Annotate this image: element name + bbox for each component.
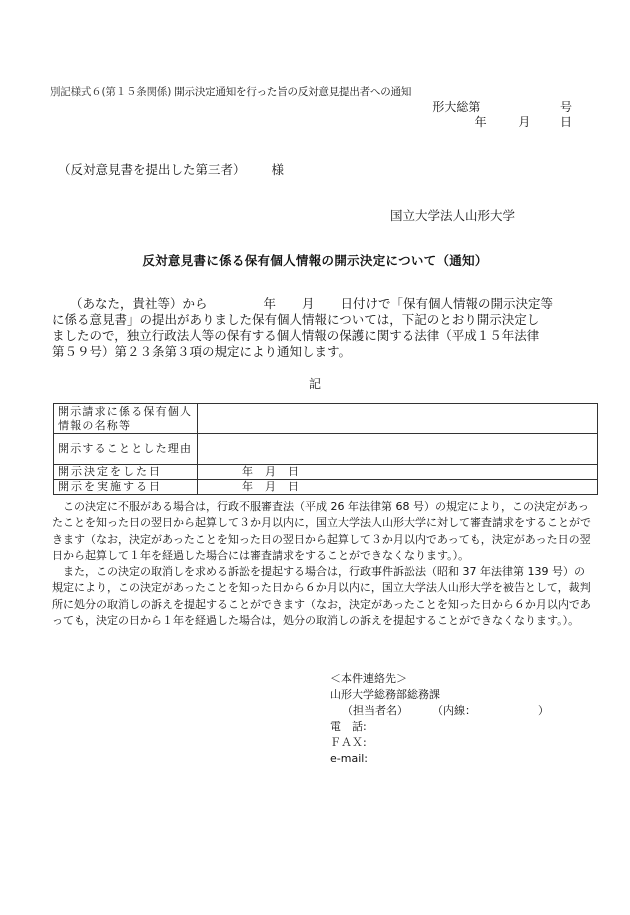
- subject-title: 反対意見書に係る保有個人情報の開示決定について（通知）: [142, 253, 488, 268]
- table-row: [54, 404, 598, 434]
- table-value-info-name: [198, 404, 598, 434]
- contact-block: [330, 671, 549, 767]
- contact-extension: （内線：: [432, 704, 476, 717]
- form-ref-number: 別記様式６(第１５条関係): [50, 86, 172, 98]
- table-value-reason: [198, 434, 598, 465]
- document-date: [475, 113, 572, 130]
- table-label-info-name: 開示請求に係る保有個人情報の名称等: [54, 404, 198, 434]
- contact-email: e-mail:: [330, 752, 369, 765]
- recipient-name: （反対意見書を提出した第三者）: [58, 162, 246, 177]
- document-date-month: 月: [518, 115, 531, 129]
- body-line-1: （あなた，貴社等）から 年 月 日付けで「保有個人情報の開示決定等: [70, 296, 554, 311]
- document-number-prefix: 形大総第: [432, 100, 481, 114]
- contact-heading: ＜本件連絡先＞: [330, 672, 407, 685]
- table-row: [54, 434, 598, 465]
- document-date-year: 年: [474, 115, 487, 129]
- ki-mark: 記: [308, 377, 321, 391]
- appeal-notice-paragraph-2: また，この決定の取消しを求める訴訟を提起する場合は，行政事件訴訟法（昭和 37 年法律第 139 号）の規定により，この決定があったことを知った日から６か月以内に，国立大学法人山形大学を被告として，裁判所に処分の取消しの訴えを提起することができます（なお，決定があったことを知った日から６か月以内であっても，決定の日から１年を経過した場合は，処分の取消しの訴えを提起することができなくなります。）。: [52, 565, 591, 628]
- contact-fax: ＦＡＸ:: [330, 736, 367, 749]
- disclosure-info-table: [53, 403, 598, 495]
- contact-phone: 電 話:: [330, 720, 367, 733]
- table-value-implementation-date: 年 月 日: [198, 480, 598, 495]
- table-label-implementation-date: 開示を実施する日: [54, 480, 198, 495]
- table-value-decision-date: 年 月 日: [198, 465, 598, 480]
- table-row: [54, 465, 598, 480]
- appeal-notice: [52, 499, 592, 629]
- body-line-4: 第５９号）第２３条第３項の規定により通知します。: [52, 344, 352, 359]
- form-title: 開示決定通知を行った旨の反対意見提出者への通知: [174, 86, 412, 98]
- contact-extension-close: ）: [538, 704, 549, 717]
- appeal-notice-paragraph-1: この決定に不服がある場合は，行政不服審査法（平成 26 年法律第 68 号）の規定により，この決定があったことを知った日の翌日から起算して３か月以内に，国立大学法人山形大学に対して審査請求をすることができます（なお，決定があったことを知った日の翌日から起算して３か月以内であっても，決定があった日の翌日から起算して１年を経過した場合には審査請求をすることができなくなります。）。: [52, 500, 591, 562]
- recipient: [58, 160, 284, 178]
- contact-department: 山形大学総務部総務課: [330, 688, 440, 701]
- table-label-reason: 開示することとした理由: [54, 434, 198, 465]
- body-line-3: ましたので，独立行政法人等の保有する個人情報の保護に関する法律（平成１５年法律: [52, 328, 540, 343]
- document-date-day: 日: [559, 115, 572, 129]
- document-number-suffix: 号: [559, 100, 572, 114]
- sender-name: 国立大学法人山形大学: [389, 208, 515, 223]
- form-reference: [50, 84, 411, 99]
- contact-person: （担当者名）: [342, 704, 408, 717]
- contact-person-row: [330, 703, 549, 719]
- table-row: [54, 480, 598, 495]
- body-paragraph: [52, 296, 592, 360]
- recipient-honorific: 様: [271, 162, 285, 177]
- body-line-2: に係る意見書」の提出がありました保有個人情報については，下記のとおり開示決定し: [52, 312, 540, 327]
- table-label-decision-date: 開示決定をした日: [54, 465, 198, 480]
